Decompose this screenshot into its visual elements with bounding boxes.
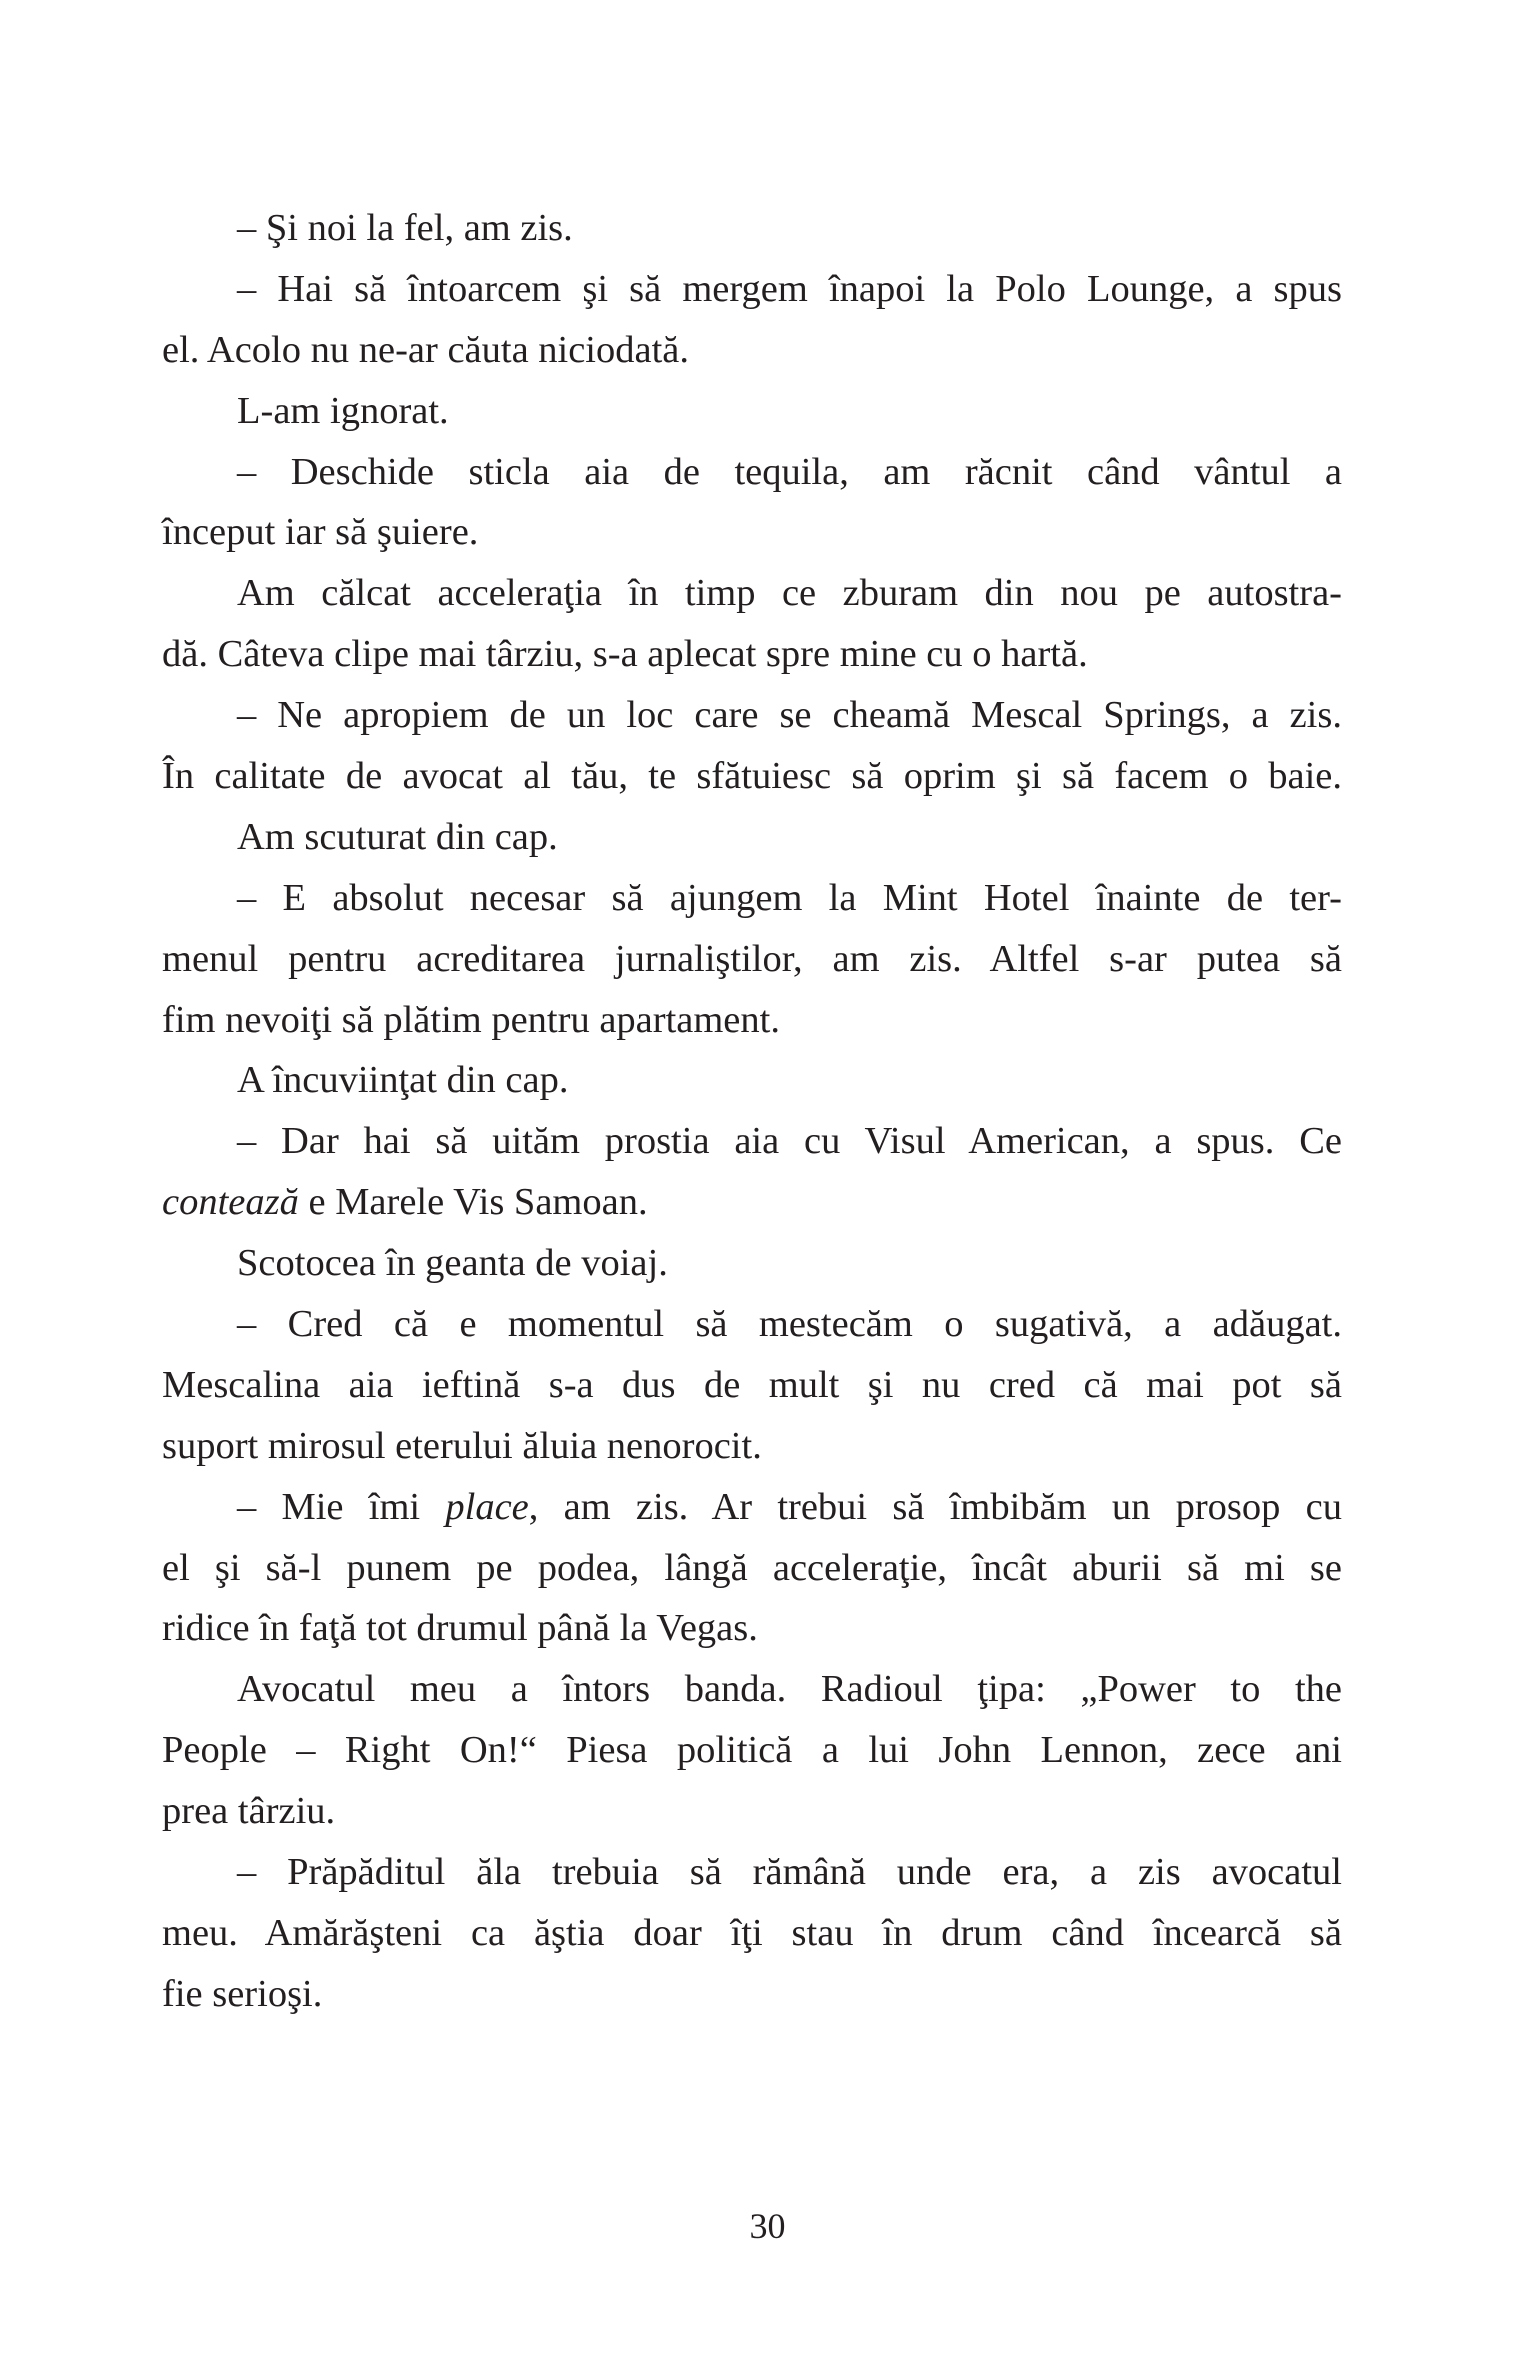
text-run: – E absolut necesar să ajungem la Mint Hotel înainte de ter- [237, 876, 1342, 919]
text-line [162, 1050, 1342, 1111]
text-line [162, 1111, 1342, 1172]
text-line [162, 1233, 1342, 1294]
text-line [162, 1903, 1342, 1964]
text-run: prea târziu. [162, 1790, 336, 1833]
italic-text: place [445, 1485, 529, 1528]
text-run: – Prăpăditul ăla trebuia să rămână unde era, a zis avocatul [237, 1851, 1342, 1894]
text-line [162, 1416, 1342, 1477]
text-line [162, 624, 1342, 685]
text-line [162, 442, 1342, 503]
text-run: – Ne apropiem de un loc care se cheamă Mescal Springs, a zis. [237, 694, 1342, 737]
text-run: dă. Câteva clipe mai târziu, s-a aplecat spre mine cu o hartă. [162, 633, 1088, 676]
text-line [162, 807, 1342, 868]
text-run: el. Acolo nu ne-ar căuta niciodată. [162, 328, 690, 371]
text-line [162, 1477, 1342, 1538]
text-line [162, 1538, 1342, 1599]
text-run: suport mirosul eterului ăluia nenorocit. [162, 1424, 762, 1467]
text-line [162, 1720, 1342, 1781]
text-line [162, 1294, 1342, 1355]
page-body-text [162, 198, 1342, 2025]
text-line [162, 320, 1342, 381]
text-run: – Cred că e momentul să mestecăm o sugativă, a adăugat. [237, 1303, 1342, 1346]
text-line [162, 198, 1342, 259]
text-line [162, 259, 1342, 320]
text-run: , am zis. Ar trebui să îmbibăm un prosop cu [528, 1485, 1342, 1528]
text-run: – Mie îmi [237, 1485, 446, 1528]
text-run: Scotocea în geanta de voiaj. [237, 1242, 668, 1285]
text-run: – Hai să întoarcem şi să mergem înapoi la Polo Lounge, a spus [237, 267, 1342, 310]
text-line [162, 1781, 1342, 1842]
text-run: În calitate de avocat al tău, te sfătuiesc să oprim şi să facem o baie. [162, 755, 1342, 798]
text-run: fie serioşi. [162, 1972, 323, 2015]
text-run: ridice în faţă tot drumul până la Vegas. [162, 1607, 758, 1650]
text-line [162, 1172, 1342, 1233]
text-run: Mescalina aia ieftină s-a dus de mult şi nu cred că mai pot să [162, 1363, 1342, 1406]
italic-text: contează [162, 1181, 299, 1224]
text-line [162, 1659, 1342, 1720]
text-line [162, 563, 1342, 624]
text-run: Am scuturat din cap. [237, 815, 558, 858]
text-line [162, 381, 1342, 442]
text-run: el şi să-l punem pe podea, lângă acceleraţie, încât aburii să mi se [162, 1546, 1342, 1589]
text-run: L-am ignorat. [237, 389, 449, 432]
text-line [162, 746, 1342, 807]
text-line [162, 502, 1342, 563]
text-run: e Marele Vis Samoan. [298, 1181, 648, 1224]
text-run: People – Right On!“ Piesa politică a lui John Lennon, zece ani [162, 1729, 1342, 1772]
text-line [162, 929, 1342, 990]
text-run: – Dar hai să uităm prostia aia cu Visul American, a spus. Ce [237, 1120, 1342, 1163]
text-line [162, 1842, 1342, 1903]
text-line [162, 868, 1342, 929]
text-line [162, 990, 1342, 1051]
text-run: menul pentru acreditarea jurnaliştilor, am zis. Altfel s-ar putea să [162, 937, 1342, 980]
text-run: început iar să şuiere. [162, 511, 479, 554]
text-line [162, 685, 1342, 746]
text-line [162, 1355, 1342, 1416]
text-run: Avocatul meu a întors banda. Radioul ţipa: „Power to the [237, 1668, 1342, 1711]
text-line [162, 1964, 1342, 2025]
text-run: meu. Amărăşteni ca ăştia doar îţi stau în drum când încearcă să [162, 1911, 1342, 1954]
page-number: 30 [749, 2206, 786, 2246]
text-run: A încuviinţat din cap. [237, 1059, 569, 1102]
text-line [162, 1598, 1342, 1659]
text-run: – Şi noi la fel, am zis. [237, 207, 573, 249]
text-run: fim nevoiţi să plătim pentru apartament. [162, 998, 780, 1041]
text-run: Am călcat acceleraţia în timp ce zburam din nou pe autostra- [237, 572, 1342, 615]
text-run: – Deschide sticla aia de tequila, am răcnit când vântul a [237, 450, 1342, 493]
